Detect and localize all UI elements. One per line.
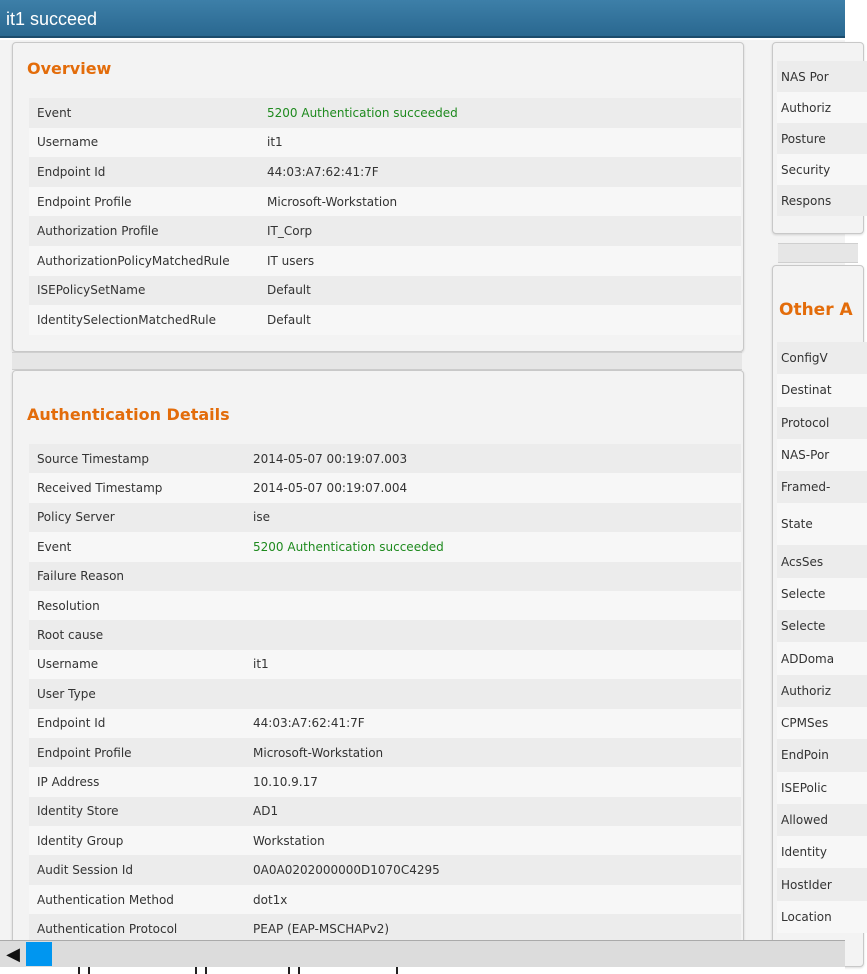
right-top-panel [772,42,864,234]
scroll-left-glyph: ◀ [6,943,20,965]
field-label: CPMSes [781,716,829,731]
field-label: Protocol [781,415,830,430]
table-row [777,642,867,674]
field-label: Authentication Protocol [37,921,178,936]
auth-details-title: Authentication Details [27,405,230,424]
field-label: Identity [781,845,827,860]
field-label: Root cause [37,628,104,643]
field-label: ISEPolic [781,780,828,795]
taskbar-strip [0,967,845,974]
table-row [29,276,741,306]
field-value: Default [267,283,311,298]
table-row [29,620,741,649]
field-value: 0A0A0202000000D1070C4295 [253,863,440,878]
table-row [29,738,741,767]
field-value: 2014-05-07 00:19:07.003 [253,451,408,466]
taskbar-divider [298,967,300,974]
field-label: Respons [781,193,832,208]
field-value: Default [267,312,311,327]
field-label: Endpoint Profile [37,194,132,209]
table-row [29,826,741,855]
table-row [777,92,867,123]
table-row [29,591,741,620]
table-row [777,739,867,771]
field-label: Received Timestamp [37,481,163,496]
table-row [777,374,867,406]
table-row [777,503,867,545]
field-label: Authorization Profile [37,224,159,239]
field-label: AcsSes [781,554,824,569]
table-row [29,855,741,884]
table-row [777,342,867,374]
table-row [29,679,741,708]
other-attributes-title: Other A [779,300,853,320]
field-label: Destinat [781,383,832,398]
field-label: Selecte [781,619,826,634]
scroll-thumb[interactable] [26,942,52,966]
table-row [777,675,867,707]
table-row [777,407,867,439]
field-value: 10.10.9.17 [253,774,318,789]
other-attributes-table [777,342,867,933]
field-label: Authentication Method [37,892,174,907]
field-label: Endpoint Id [37,716,106,731]
field-value: 5200 Authentication succeeded [267,105,458,120]
field-value: IT users [267,253,315,268]
taskbar-divider [396,967,398,974]
table-row [29,444,741,473]
table-row [29,98,741,128]
table-row [29,885,741,914]
field-label: Authoriz [781,100,832,115]
field-label: Resolution [37,598,100,613]
field-label: Posture [781,131,826,146]
field-label: Authoriz [781,683,832,698]
field-label: Allowed [781,813,829,827]
field-label: Event [37,105,72,120]
field-label: Location [781,909,832,924]
auth-details-panel [12,370,744,972]
field-label: Username [37,135,99,150]
table-row [777,439,867,471]
field-label: Event [37,539,72,554]
field-label: Identity Store [37,804,119,819]
field-value: dot1x [253,892,288,907]
field-label: AuthorizationPolicyMatchedRule [37,253,230,268]
right-separator [778,243,858,263]
overview-panel [12,42,744,352]
right-other-panel [772,265,864,967]
table-row [29,187,741,217]
table-row [777,868,867,900]
table-row [777,772,867,804]
field-value: ise [253,510,270,525]
table-row [29,532,741,561]
taskbar-divider [78,967,80,974]
field-label: Username [37,657,99,672]
table-row [29,709,741,738]
field-label: Selecte [781,586,826,601]
taskbar-divider [195,967,197,974]
field-value: Microsoft-Workstation [253,745,384,760]
table-row [777,610,867,642]
field-label: EndPoin [781,748,829,763]
field-value: 44:03:A7:62:41:7F [253,716,365,731]
table-row [29,246,741,276]
field-value: it1 [253,657,269,672]
table-row [777,185,867,216]
table-row [777,545,867,577]
field-label: IP Address [37,774,100,789]
taskbar-divider [288,967,290,974]
table-row [29,305,741,335]
field-label: Endpoint Id [37,164,106,179]
field-value: AD1 [253,804,279,819]
table-row [29,767,741,796]
field-value: IT_Corp [267,224,313,239]
window-title: it1 succeed [0,0,845,38]
field-label: Framed- [781,480,831,495]
field-value: 44:03:A7:62:41:7F [267,164,379,179]
table-row [29,216,741,246]
overview-title: Overview [27,59,112,78]
table-row [29,650,741,679]
table-row [29,503,741,532]
field-label: State [781,517,813,532]
taskbar-divider [205,967,207,974]
field-label: Failure Reason [37,569,125,584]
table-row [29,128,741,158]
field-value: Microsoft-Workstation [267,194,398,209]
table-row [777,471,867,503]
table-row [29,797,741,826]
table-row [777,836,867,868]
report-content [0,40,853,940]
field-label: Endpoint Profile [37,745,132,760]
table-row [777,154,867,185]
field-label: IdentitySelectionMatchedRule [37,312,217,327]
field-value: 2014-05-07 00:19:07.004 [253,481,408,496]
table-row [29,562,741,591]
table-row [777,61,867,92]
table-row [777,123,867,154]
field-label: Security [781,162,831,177]
auth-details-table [29,444,741,944]
field-label: Audit Session Id [37,863,134,878]
field-label: ISEPolicySetName [37,283,146,298]
table-row [29,473,741,502]
field-label: Policy Server [37,510,115,525]
field-value: Workstation [253,833,325,848]
table-row [777,901,867,933]
field-label: ADDoma [781,651,835,666]
field-value: PEAP (EAP-MSCHAPv2) [253,921,390,936]
table-row [777,578,867,610]
field-label: ConfigV [781,351,828,366]
panel-separator [12,352,742,370]
right-top-table [777,61,867,216]
table-row [777,707,867,739]
horizontal-scrollbar[interactable] [0,940,845,968]
field-value: 5200 Authentication succeeded [253,539,444,554]
field-label: HostIder [781,877,832,892]
scroll-left-arrow-icon[interactable] [0,941,26,967]
field-value: it1 [267,135,283,150]
field-label: NAS Por [781,69,829,84]
overview-table [29,98,741,335]
field-label: NAS-Por [781,448,830,463]
table-row [777,804,867,836]
table-row [29,157,741,187]
field-label: Source Timestamp [37,451,150,466]
field-label: User Type [37,686,96,701]
field-label: Identity Group [37,833,124,848]
taskbar-divider [88,967,90,974]
